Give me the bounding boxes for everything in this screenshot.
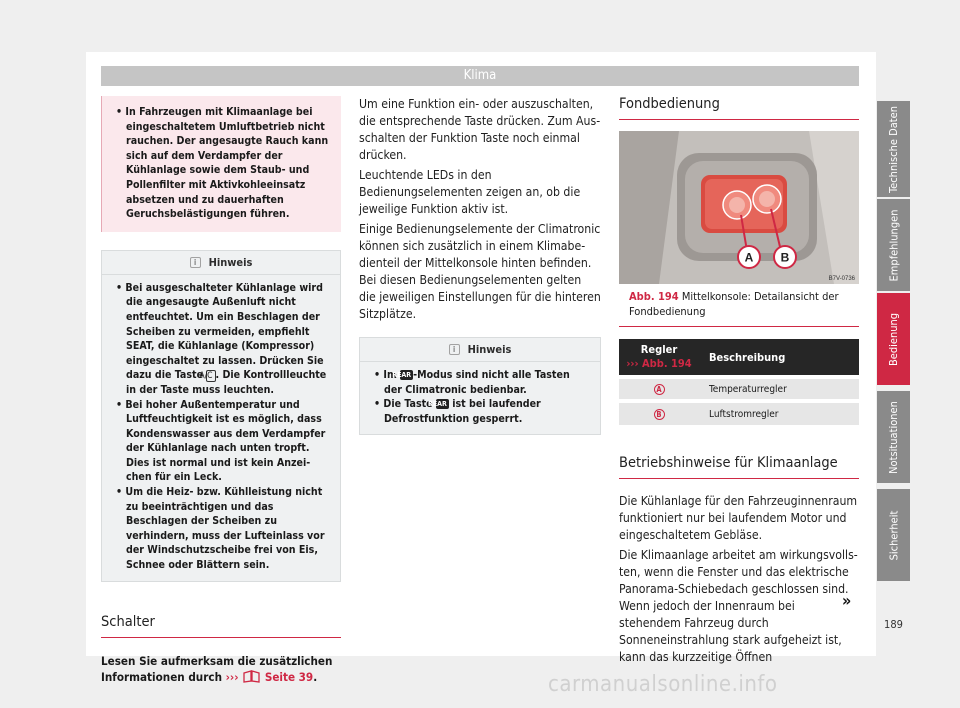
- figure-caption: Abb. 194 Mittelkonsole: Detailansicht der Fondbedienung: [619, 284, 859, 327]
- tab-notsituationen[interactable]: Notsituationen: [877, 391, 910, 483]
- callout-b: B: [780, 250, 790, 265]
- callout-badge: B: [654, 409, 665, 420]
- callout-a: A: [744, 250, 754, 265]
- column-right: [619, 96, 859, 669]
- info-icon: i: [449, 344, 460, 355]
- tab-technische-daten[interactable]: Technische Daten: [877, 101, 910, 197]
- hint-item: • Um die Heiz- bzw. Kühlleistung nicht zu beeinträchtigen und das Beschlagen der Scheiben zu verhindern, muss der Lufteinlass vor der Windschutzscheibe frei von Eis, Schnee oder Blättern sein.: [116, 486, 325, 572]
- continue-mark: »: [842, 591, 852, 610]
- page-header: Klima: [101, 66, 859, 86]
- table-cell: Luftstromregler: [699, 401, 859, 425]
- hint-item: • Die Taste REAR ist bei laufender Defrostfunktion gesperrt.: [374, 398, 541, 425]
- section-title-fondbedienung: Fondbedienung: [619, 96, 859, 120]
- hint-title: Hinweis: [467, 343, 512, 356]
- column-left: [101, 96, 341, 686]
- table-row: [619, 377, 859, 401]
- warning-text: In Fahrzeugen mit Klimaanlage bei eingeschaltetem Umluftbetrieb nicht rauchen. Der angesaugte Rauch kann sich auf dem Verdampfer der Kühlanlage sowie dem Staub- und Pollenfilter mit Aktivkohleeinsatz absetzen und zu dauerhaften Geruchsbelästigungen führen.: [125, 106, 329, 221]
- paragraph: Leuchtende LEDs in den Bedienungselementen zeigen an, ob die jeweilige Funktion aktiv ist.: [359, 168, 581, 216]
- hint-title: Hinweis: [208, 255, 253, 269]
- paragraph: Die Kühlanlage für den Fahrzeuginnenraum funktioniert nur bei laufendem Motor und eingeschaltetem Gebläse.: [619, 494, 858, 542]
- page-reference-link[interactable]: Seite 39: [264, 670, 314, 685]
- rear-key-icon: REAR: [427, 400, 447, 409]
- table-cell: Temperaturregler: [699, 377, 859, 401]
- table-header-regler: Regler ››› Abb. 194: [619, 339, 699, 377]
- hint-item: • Im REAR -Modus sind nicht alle Tasten der Climatronic bedienbar.: [374, 369, 570, 396]
- warning-box: • In Fahrzeugen mit Klimaanlage bei eingeschaltetem Umluftbetrieb nicht rauchen. Der angesaugte Rauch kann sich auf dem Verdampfer der Kühlanlage sowie dem Staub- und Pollenfilter mit Aktivkohleeinsatz absetzen und zu dauerhaften Geruchsbelästigungen führen.: [101, 96, 341, 232]
- section-title-schalter: Schalter: [101, 614, 341, 638]
- read-more-text: Lesen Sie aufmerksam die zusätzlichen Informationen durch ››› Seite 39.: [101, 653, 333, 685]
- hint-item: • Bei ausgeschalteter Kühlanlage wird die angesaugte Außenluft nicht entfeuchtet. Um ein Beschlagen der Scheiben zu vermeiden, empfiehlt SEAT, die Kühlanlage (Kompressor) eingeschaltet zu lassen. Drücken Sie dazu die Taste A/C . Die Kontrollleuchte in der Taste muss leuchten.: [116, 281, 327, 396]
- ac-key-icon: A/C: [206, 370, 215, 382]
- controls-table: [619, 339, 859, 425]
- hint-box: [101, 250, 341, 582]
- paragraph: Einige Bedienungselemente der Climatronic können sich zusätzlich in einem Klimabedienteil der Mittelkonsole hinten befinden. Bei diesen Bedienungselementen gelten die jeweiligen Einstellungen für die hinteren Sitzplätze.: [359, 222, 601, 321]
- tab-empfehlungen[interactable]: Empfehlungen: [877, 199, 910, 291]
- table-header-beschreibung: Beschreibung: [699, 339, 859, 377]
- column-middle: [359, 96, 601, 435]
- info-icon: i: [190, 257, 201, 268]
- rear-key-icon: REAR: [392, 371, 412, 379]
- console-figure: [619, 131, 859, 284]
- callout-badge: A: [654, 384, 665, 395]
- tab-sicherheit[interactable]: Sicherheit: [877, 489, 910, 581]
- paragraph: Um eine Funktion ein- oder auszuschalten, die entsprechende Taste drücken. Zum Ausschalten der Funktion Taste noch einmal drücken.: [359, 97, 601, 162]
- paragraph: Die Klimaanlage arbeitet am wirkungsvollsten, wenn die Fenster und das elektrische Panorama-Schiebedach geschlossen sind. Wenn jedoch der Innenraum bei stehendem Fahrzeug durch Sonneneinstrahlung stark aufgeheizt ist, kann das kurzzeitige Öffnen: [619, 548, 858, 664]
- hint-item: • Bei hoher Außentemperatur und Luftfeuchtigkeit ist es möglich, dass Kondenswasser aus dem Verdampfer der Kühlanlage nach unten tropft. Dies ist normal und ist kein Anzeichen für ein Leck.: [116, 398, 326, 484]
- hint-box: [359, 337, 601, 435]
- section-title-betriebshinweise: Betriebshinweise für Klimaanlage: [619, 455, 859, 479]
- book-icon: [242, 670, 261, 683]
- tab-bedienung[interactable]: Bedienung: [877, 293, 910, 385]
- figure-code: B7V-0736: [828, 276, 855, 282]
- watermark: carmanualsonline.info: [548, 672, 778, 697]
- table-row: [619, 401, 859, 425]
- page-number: 189: [884, 618, 903, 631]
- rear-console-illustration: [619, 131, 859, 284]
- figure-label: Abb. 194: [629, 290, 679, 303]
- crossref-arrows: ›››: [225, 670, 239, 685]
